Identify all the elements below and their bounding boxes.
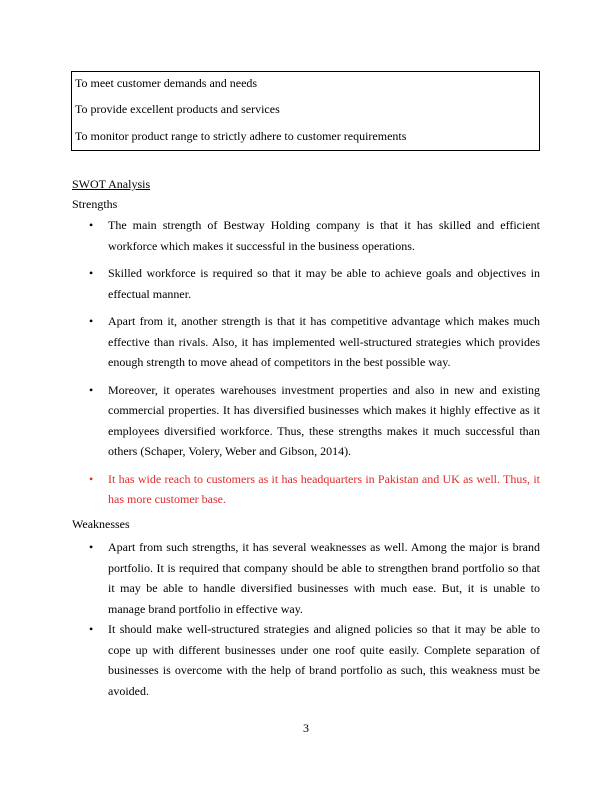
- weaknesses-heading: Weaknesses: [72, 517, 130, 531]
- list-item: [72, 380, 540, 462]
- strength-text: The main strength of Bestway Holding company is that it has skilled and efficient workforce which makes it successful in the business operations.: [108, 218, 540, 253]
- weakness-text: It should make well-structured strategies and aligned policies so that it may be able to cope up with different businesses under one roof quite easily. Complete separation of businesses is overcome with the help of brand portfolio as such, this weakness must be avoided.: [108, 622, 540, 698]
- strength-text: Skilled workforce is required so that it may be able to achieve goals and objectives in effectual manner.: [108, 266, 540, 301]
- bullet-icon: •: [89, 314, 94, 328]
- list-item: [72, 215, 540, 256]
- bullet-icon: •: [89, 218, 94, 232]
- list-item: [72, 619, 540, 701]
- bullet-icon: •: [89, 540, 94, 554]
- strength-text: Apart from it, another strength is that it has competitive advantage which makes much effective than rivals. Also, it has implemented well-structured strategies which provides enough strength to move ahead of competitors in the best possible way.: [108, 314, 540, 369]
- page-number: 3: [303, 721, 309, 735]
- bullet-icon: •: [89, 471, 94, 486]
- bullet-icon: •: [89, 622, 94, 636]
- weaknesses-list: [72, 537, 540, 701]
- strength-text: It has wide reach to customers as it has headquarters in Pakistan and UK as well. Thus, it has more customer base.: [108, 471, 540, 506]
- list-item: [72, 537, 540, 619]
- weakness-text: Apart from such strengths, it has several weaknesses as well. Among the major is brand portfolio. It is required that company should be able to strengthen brand portfolio so that it may be able to handle diversified businesses with much ease. But, it is unable to manage brand portfolio in effective way.: [108, 540, 540, 616]
- objective-line: To provide excellent products and services: [75, 102, 280, 116]
- strength-text: Moreover, it operates warehouses investment properties and also in new and existing commercial properties. It has diversified businesses which makes it highly effective as it employees diversified workforce. Thus, these strengths makes it much successful than others (Schaper, Volery, Weber and Gibson, 2014).: [108, 382, 540, 458]
- bullet-icon: •: [89, 266, 94, 280]
- list-item: [72, 469, 540, 510]
- list-item: [72, 311, 540, 373]
- list-item: [72, 263, 540, 304]
- objective-line: To meet customer demands and needs: [75, 76, 258, 90]
- bullet-icon: •: [89, 382, 94, 397]
- objectives-box: [71, 71, 540, 151]
- strengths-list: [72, 215, 540, 510]
- strengths-heading: Strengths: [72, 197, 118, 211]
- swot-title: SWOT Analysis: [72, 177, 151, 191]
- objective-line: To monitor product range to strictly adhere to customer requirements: [75, 129, 407, 143]
